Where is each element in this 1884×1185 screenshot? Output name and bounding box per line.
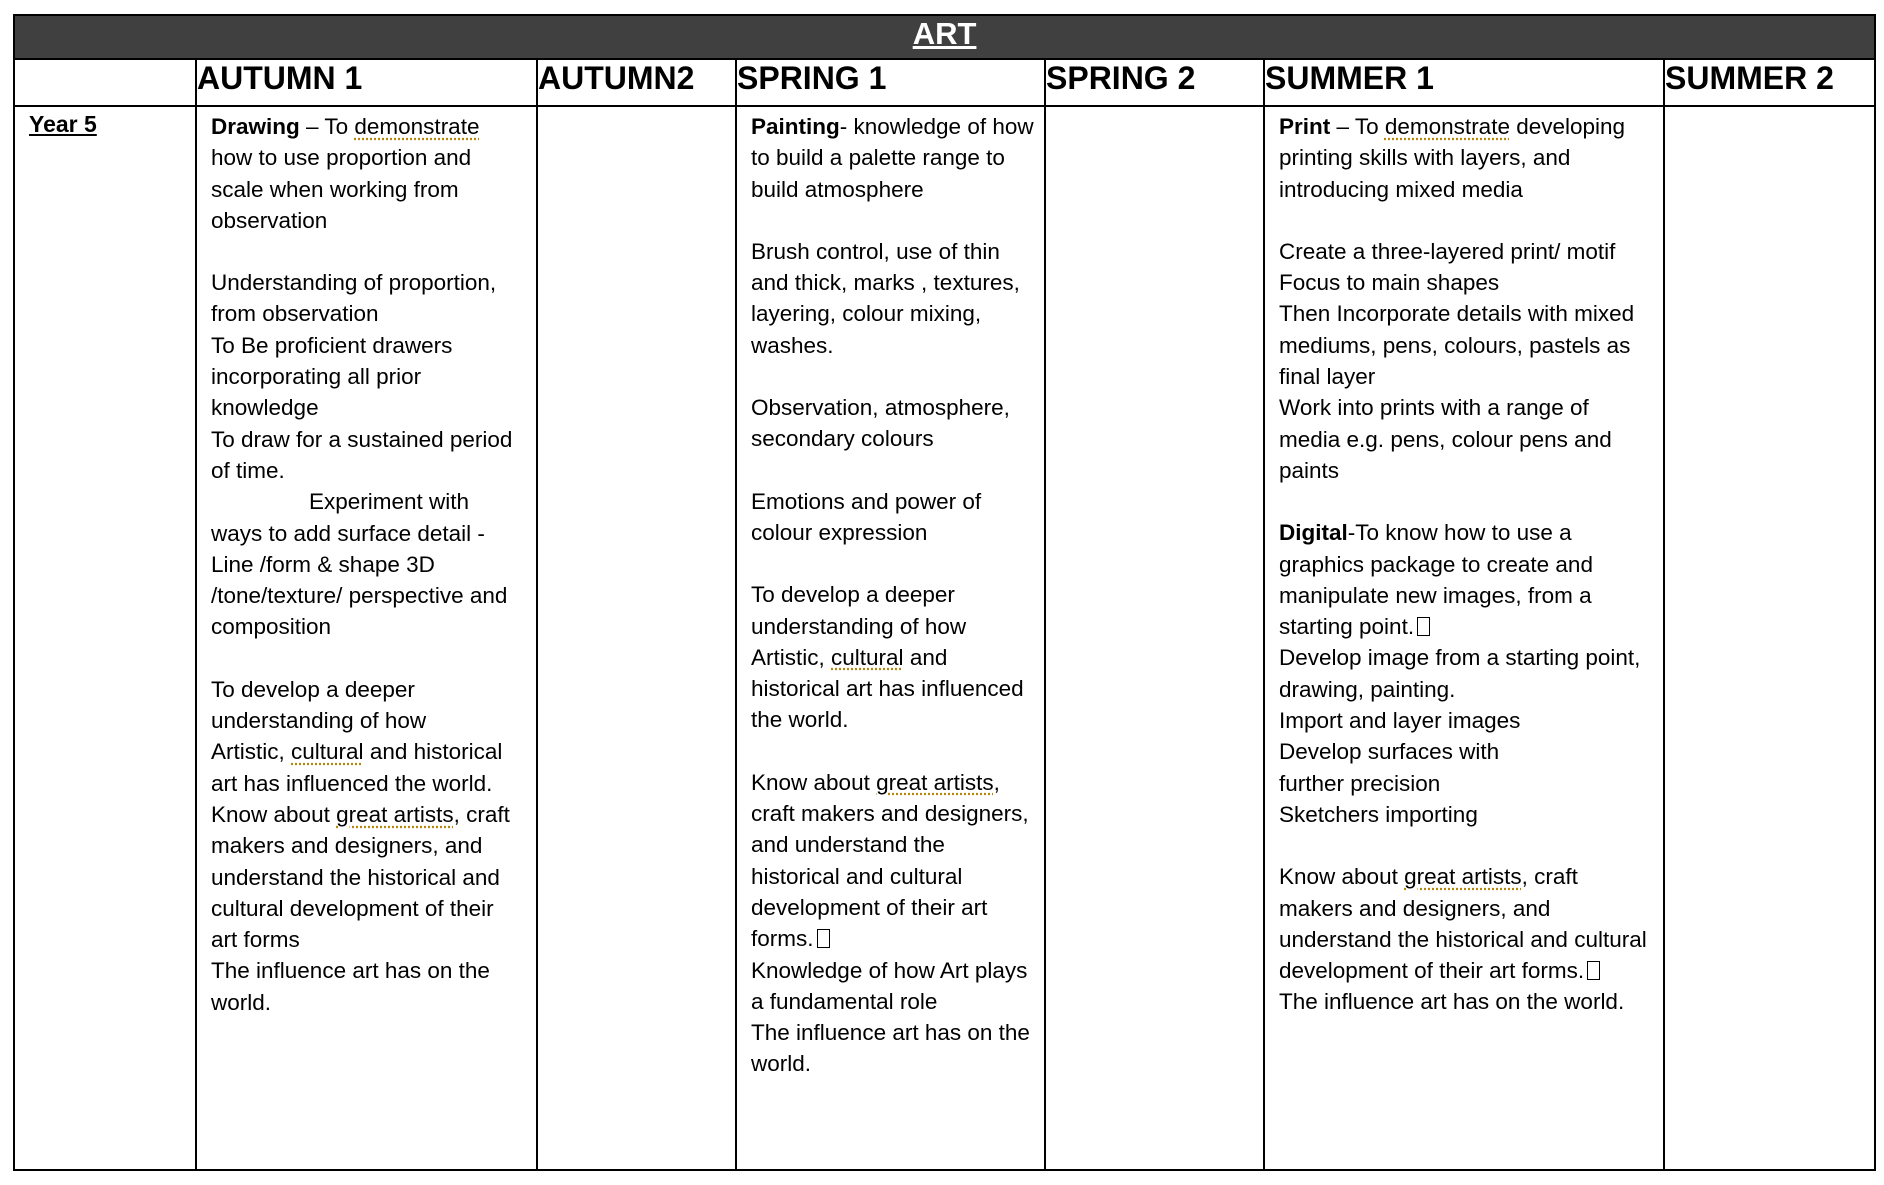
spellcheck-word: demonstrate: [1384, 114, 1510, 139]
autumn-2-cell: [537, 106, 736, 1170]
drawing-heading: Drawing: [211, 114, 300, 139]
summer-1-line: Then Incorporate details with mixed mediums, pens, colours, pastels as final layer: [1279, 301, 1635, 390]
autumn-1-cell: [196, 106, 537, 1170]
spring-1-line: [751, 579, 1034, 735]
column-header-empty: [14, 59, 196, 106]
summer-1-line: Develop surfaces with: [1279, 739, 1500, 765]
curriculum-table: [13, 14, 1876, 1171]
summer-1-cell: [1264, 106, 1664, 1170]
summer-1-line: Work into prints with a range of media e.g. pens, colour pens and paints: [1279, 395, 1612, 483]
text-run: Know about: [1279, 864, 1405, 890]
spellcheck-word: great artists: [336, 801, 454, 827]
summer-1-line: The influence art has on the world.: [1279, 989, 1625, 1015]
spellcheck-word: cultural: [831, 644, 904, 670]
spring-1-line: Observation, atmosphere, secondary colours: [751, 395, 1010, 452]
column-header-autumn-2: AUTUMN2: [537, 59, 736, 106]
digital-heading: Digital: [1279, 520, 1348, 546]
spring-1-intro: [751, 111, 1034, 205]
text-run: how to use proportion and scale when working from observation: [211, 145, 472, 233]
spring-1-line: Knowledge of how Art plays a fundamental role: [751, 957, 1028, 1014]
summer-1-line: Create a three-layered print/ motif: [1279, 238, 1616, 264]
summer-1-line: Develop image from a starting point, drawing, painting.: [1279, 645, 1641, 702]
text-run: -To know how to use a graphics package to create and manipulate new images, from a starting point.: [1279, 520, 1593, 640]
autumn-1-line: To draw for a sustained period of time.: [211, 426, 513, 483]
column-header-summer-1: SUMMER 1: [1264, 59, 1664, 106]
summer-1-line: [1279, 861, 1653, 986]
text-run: and historical art has influenced the world.: [751, 644, 1024, 733]
text-run: Know about: [211, 801, 337, 827]
autumn-1-line: [211, 736, 526, 799]
art-curriculum-page: [13, 14, 1874, 1171]
spring-1-cell: [736, 106, 1045, 1170]
text-run: Know about: [751, 769, 877, 795]
summer-2-cell: [1664, 106, 1875, 1170]
summer-1-line: [1279, 517, 1653, 642]
spellcheck-word: great artists: [876, 769, 994, 795]
print-heading: Print: [1279, 114, 1331, 139]
summer-1-line: Import and layer images: [1279, 708, 1521, 734]
autumn-1-line: [211, 486, 526, 642]
summer-1-intro: [1279, 111, 1653, 205]
spring-1-content: [737, 107, 1044, 1080]
spring-1-line: Brush control, use of thin and thick, marks , textures, layering, colour mixing, washes.: [751, 238, 1020, 358]
autumn-1-line: The influence art has on the world.: [211, 958, 490, 1015]
text-run: – To: [299, 114, 355, 139]
column-header-spring-2: SPRING 2: [1045, 59, 1264, 106]
text-run: and historical art has influenced the world.: [211, 739, 503, 796]
painting-heading: Painting: [751, 114, 840, 139]
column-header-spring-1: SPRING 1: [736, 59, 1045, 106]
summer-1-line: Focus to main shapes: [1279, 270, 1500, 296]
text-run: - knowledge of how to build a palette range to build atmosphere: [751, 114, 1034, 202]
missing-glyph-icon: [1587, 961, 1600, 980]
autumn-1-content: [197, 107, 536, 1018]
column-header-autumn-1: AUTUMN 1: [196, 59, 537, 106]
autumn-1-line: [211, 799, 526, 955]
spellcheck-word: demonstrate: [354, 114, 480, 139]
page-title: ART: [14, 15, 1875, 59]
year-5-row: [14, 106, 1875, 1170]
text-run: Artistic,: [211, 739, 292, 765]
text-run: To develop a deeper understanding of how Artistic,: [751, 582, 967, 670]
text-run: developing printing skills with layers, and introducing mixed media: [1279, 114, 1626, 202]
spring-1-line: [751, 767, 1034, 955]
header-row: [14, 59, 1875, 106]
autumn-1-line: To develop a deeper understanding of how: [211, 676, 427, 734]
summer-1-line: further precision: [1279, 770, 1441, 796]
missing-glyph-icon: [817, 929, 830, 948]
spring-1-line: The influence art has on the world.: [751, 1020, 1030, 1077]
spring-1-line: Emotions and power of colour expression: [751, 488, 982, 545]
text-run: , craft makers and designers, and understand the historical and cultural development of their art forms.: [1279, 864, 1647, 984]
summer-1-content: [1265, 107, 1663, 1018]
text-run: Experiment with ways to add surface detail - Line /form & shape 3D /tone/texture/ perspective and composition: [211, 489, 508, 640]
text-run: , craft makers and designers, and understand the historical and cultural development of their art forms: [211, 801, 510, 953]
row-label: Year 5: [29, 111, 97, 137]
column-header-summer-2: SUMMER 2: [1664, 59, 1875, 106]
text-run: , craft makers and designers, and understand the historical and cultural development of their art forms.: [751, 769, 1029, 952]
missing-glyph-icon: [1417, 617, 1430, 636]
autumn-1-line: To Be proficient drawers incorporating all prior knowledge: [211, 332, 453, 421]
row-label-cell: [14, 106, 196, 1170]
title-row: [14, 15, 1875, 59]
summer-1-line: Sketchers importing: [1279, 801, 1478, 827]
spellcheck-word: cultural: [291, 739, 364, 765]
spring-2-cell: [1045, 106, 1264, 1170]
spellcheck-word: great artists: [1404, 864, 1522, 890]
autumn-1-intro: [211, 111, 526, 236]
autumn-1-line: Understanding of proportion, from observation: [211, 270, 497, 327]
text-run: – To: [1330, 114, 1385, 139]
